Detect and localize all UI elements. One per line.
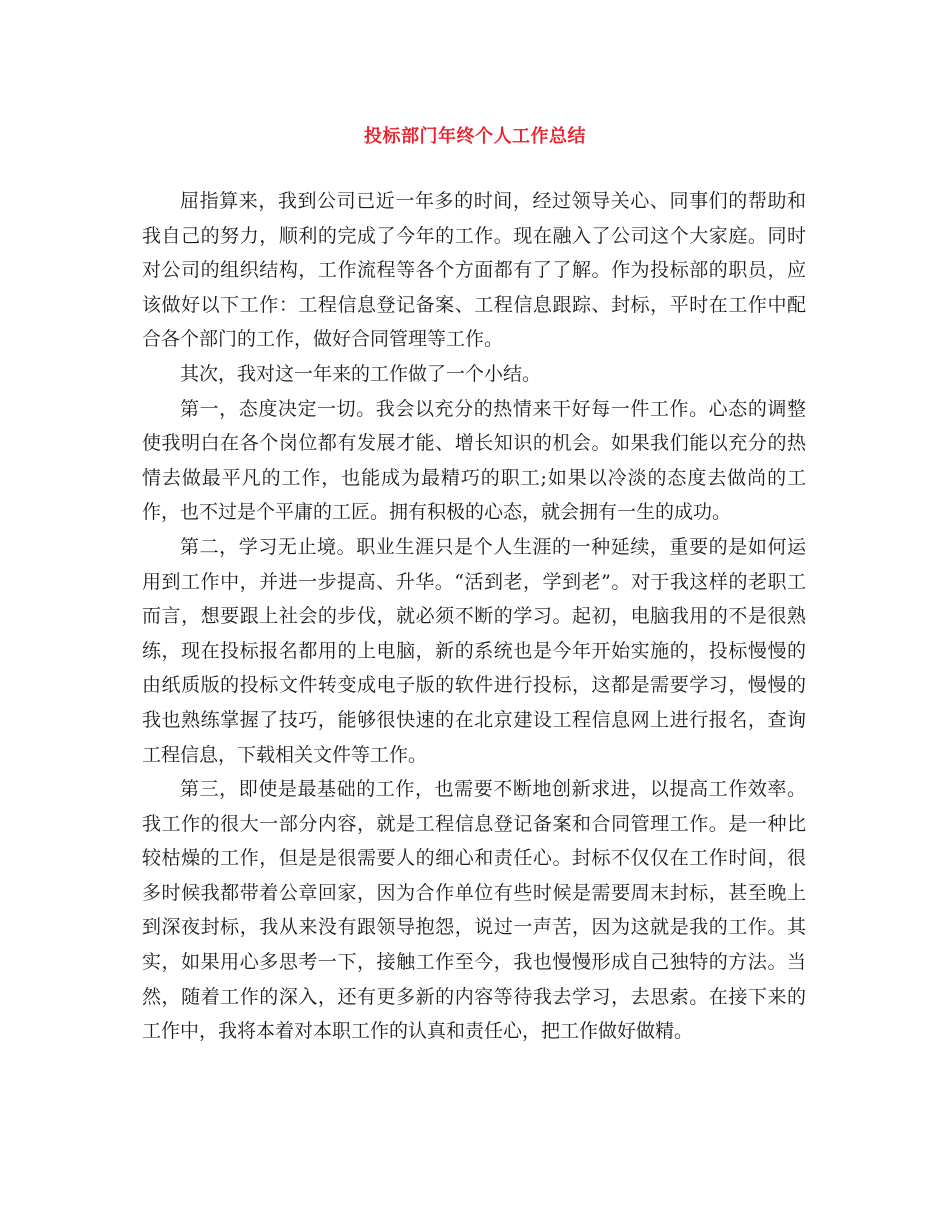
paragraph-point-two: 第二，学习无止境。职业生涯只是个人生涯的一种延续，重要的是如何运用到工作中，并进一步提高、升华。“活到老，学到老”。对于我这样的老职工而言，想要跟上社会的步伐，就必须不断的学习。起初，电脑我用的不是很熟练，现在投标报名都用的上电脑，新的系统也是今年开始实施的，投标慢慢的由纸质版的投标文件转变成电子版的软件进行投标，这都是需要学习，慢慢的我也熟练掌握了技巧，能够很快速的在北京建设工程信息网上进行报名，查询工程信息，下载相关文件等工作。 bbox=[142, 535, 806, 766]
paragraph-point-one: 第一，态度决定一切。我会以充分的热情来干好每一件工作。心态的调整使我明白在各个岗位都有发展才能、增长知识的机会。如果我们能以充分的热情去做最平凡的工作，也能成为最精巧的职工;如果以冷淡的态度去做尚的工作，也不过是个平庸的工匠。拥有积极的心态，就会拥有一生的成功。 bbox=[142, 397, 806, 524]
document-title: 投标部门年终个人工作总结 bbox=[364, 126, 586, 147]
paragraph-intro: 屈指算来，我到公司已近一年多的时间，经过领导关心、同事们的帮助和我自己的努力，顺利的完成了今年的工作。现在融入了公司这个大家庭。同时对公司的组织结构，工作流程等各个方面都有了了解。作为投标部的职员，应该做好以下工作：工程信息登记备案、工程信息跟踪、封标，平时在工作中配合各个部门的工作，做好合同管理等工作。 bbox=[142, 190, 806, 351]
paragraph-summary-lead: 其次，我对这一年来的工作做了一个小结。 bbox=[180, 362, 542, 385]
document-body bbox=[142, 184, 806, 1049]
paragraph-point-three: 第三，即使是最基础的工作，也需要不断地创新求进，以提高工作效率。我工作的很大一部分内容，就是工程信息登记备案和合同管理工作。是一种比较枯燥的工作，但是是很需要人的细心和责任心。封标不仅仅在工作时间，很多时候我都带着公章回家，因为合作单位有些时候是需要周末封标，甚至晚上到深夜封标，我从来没有跟领导抱怨，说过一声苦，因为这就是我的工作。其实，如果用心多思考一下，接触工作至今，我也慢慢形成自己独特的方法。当然，随着工作的深入，还有更多新的内容等待我去学习，去思索。在接下来的工作中，我将本着对本职工作的认真和责任心，把工作做好做精。 bbox=[142, 778, 806, 1043]
